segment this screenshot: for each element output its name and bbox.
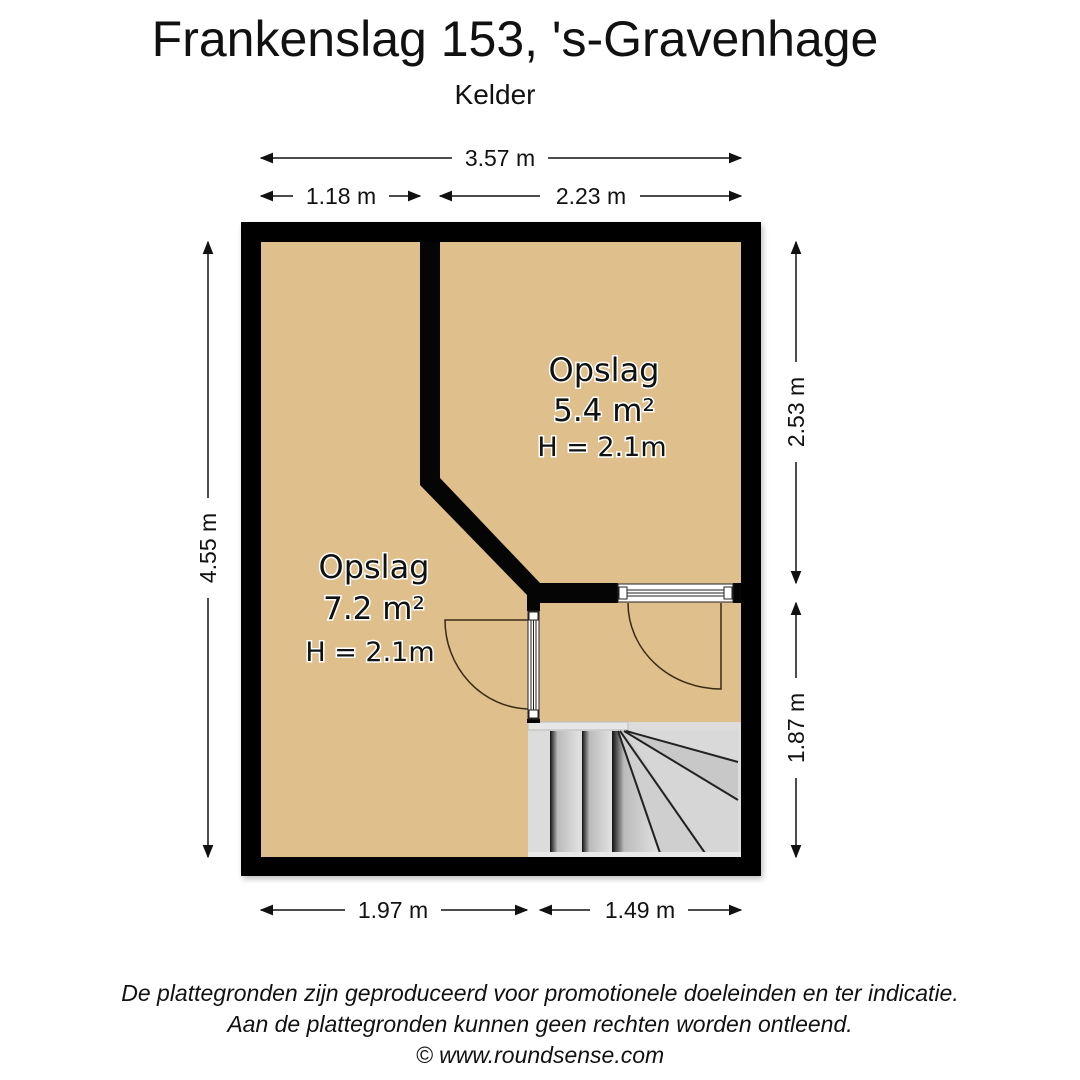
room-label-storage-lower bbox=[305, 548, 434, 668]
svg-text:H = 2.1m: H = 2.1m bbox=[305, 637, 435, 668]
dimension-top-right bbox=[440, 183, 741, 209]
svg-text:1.49 m: 1.49 m bbox=[604, 897, 676, 923]
svg-text:Opslag: Opslag bbox=[318, 548, 430, 586]
dimension-top-total bbox=[261, 145, 741, 171]
svg-text:Opslag: Opslag bbox=[548, 351, 660, 389]
svg-text:4.55 m: 4.55 m bbox=[195, 512, 221, 584]
dimension-right-lower bbox=[783, 603, 809, 857]
svg-text:H = 2.1m: H = 2.1m bbox=[537, 432, 667, 463]
svg-text:2.23 m: 2.23 m bbox=[555, 183, 627, 209]
disclaimer-line-1: De plattegronden zijn geproduceerd voor promotionele doeleinden en ter indicatie. bbox=[121, 980, 959, 1006]
room-label-storage-upper bbox=[537, 351, 666, 463]
disclaimer bbox=[0, 978, 1080, 1071]
disclaimer-line-2: Aan de plattegronden kunnen geen rechten worden ontleend. bbox=[227, 1011, 853, 1037]
staircase bbox=[528, 722, 741, 857]
svg-text:5.4 m²: 5.4 m² bbox=[553, 393, 655, 429]
svg-text:1.97 m: 1.97 m bbox=[357, 897, 429, 923]
page-title: Frankenslag 153, 's-Gravenhage bbox=[151, 11, 879, 67]
svg-text:7.2 m²: 7.2 m² bbox=[323, 591, 425, 627]
inner-wall-stub bbox=[733, 583, 741, 603]
svg-text:1.18 m: 1.18 m bbox=[305, 183, 377, 209]
floor-label: Kelder bbox=[454, 79, 536, 110]
dimension-bottom-left bbox=[261, 897, 527, 923]
svg-text:2.53 m: 2.53 m bbox=[783, 376, 809, 448]
dimension-left-total bbox=[195, 242, 221, 857]
copyright-link[interactable]: © www.roundsense.com bbox=[415, 1042, 665, 1068]
svg-text:3.57 m: 3.57 m bbox=[464, 145, 536, 171]
dimension-right-upper bbox=[783, 242, 809, 583]
dimension-bottom-right bbox=[540, 897, 741, 923]
svg-text:1.87 m: 1.87 m bbox=[783, 692, 809, 764]
inner-wall-stub-lower bbox=[527, 719, 540, 723]
dimension-top-left bbox=[261, 183, 420, 209]
